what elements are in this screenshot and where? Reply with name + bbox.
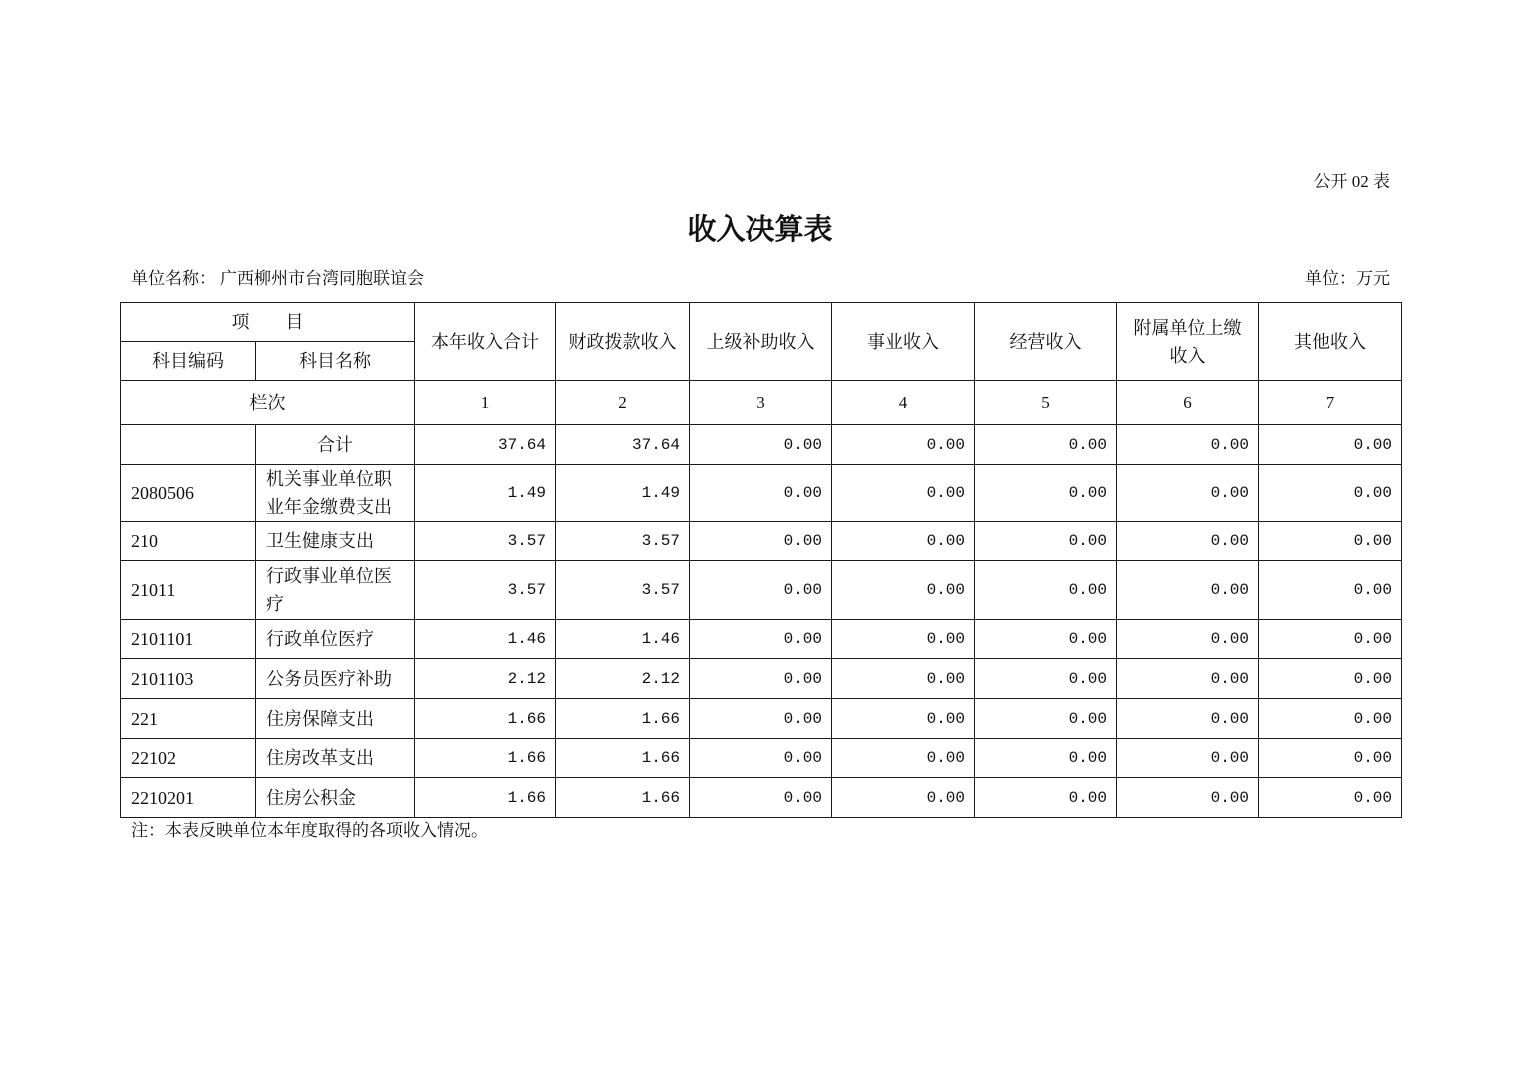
affiliated-unit-remittance-income-cell: 0.00 bbox=[1117, 739, 1259, 778]
business-income-cell: 0.00 bbox=[832, 739, 975, 778]
fiscal-appropriation-income-cell: 2.12 bbox=[556, 659, 690, 699]
business-income-cell: 0.00 bbox=[832, 778, 975, 818]
total-income-cell: 1.66 bbox=[415, 778, 556, 818]
business-income-cell: 0.00 bbox=[832, 659, 975, 699]
operating-income-cell: 0.00 bbox=[975, 620, 1117, 659]
total-income-cell: 3.57 bbox=[415, 522, 556, 561]
total-total-income-cell: 37.64 bbox=[415, 425, 556, 465]
other-income-cell: 0.00 bbox=[1259, 620, 1402, 659]
business-income-cell: 0.00 bbox=[832, 522, 975, 561]
column-index-label: 栏次 bbox=[121, 381, 415, 425]
column-index-4: 4 bbox=[832, 381, 975, 425]
table-row bbox=[121, 522, 1402, 561]
unit-name-label: 单位名称： bbox=[131, 269, 216, 288]
subject-code: 21011 bbox=[121, 561, 256, 620]
affiliated-unit-remittance-income-cell: 0.00 bbox=[1117, 561, 1259, 620]
total-operating-income-cell: 0.00 bbox=[975, 425, 1117, 465]
affiliated-unit-remittance-income-cell: 0.00 bbox=[1117, 522, 1259, 561]
header-other-income: 其他收入 bbox=[1259, 303, 1402, 381]
operating-income-cell: 0.00 bbox=[975, 699, 1117, 739]
fiscal-appropriation-income-cell: 1.66 bbox=[556, 739, 690, 778]
unit-name-value: 广西柳州市台湾同胞联谊会 bbox=[220, 269, 424, 288]
superior-subsidy-income-cell: 0.00 bbox=[690, 739, 832, 778]
header-subject-code: 科目编码 bbox=[121, 342, 256, 381]
subject-name: 住房改革支出 bbox=[256, 739, 415, 778]
total-business-income-cell: 0.00 bbox=[832, 425, 975, 465]
total-row bbox=[121, 425, 1402, 465]
table-row bbox=[121, 659, 1402, 699]
affiliated-unit-remittance-income-cell: 0.00 bbox=[1117, 465, 1259, 522]
fiscal-appropriation-income-cell: 1.66 bbox=[556, 699, 690, 739]
superior-subsidy-income-cell: 0.00 bbox=[690, 778, 832, 818]
business-income-cell: 0.00 bbox=[832, 699, 975, 739]
subject-code: 2210201 bbox=[121, 778, 256, 818]
total-fiscal-appropriation-income-cell: 37.64 bbox=[556, 425, 690, 465]
column-index-row bbox=[121, 381, 1402, 425]
fiscal-appropriation-income-cell: 1.49 bbox=[556, 465, 690, 522]
header-business-income: 事业收入 bbox=[832, 303, 975, 381]
table-row bbox=[121, 778, 1402, 818]
superior-subsidy-income-cell: 0.00 bbox=[690, 659, 832, 699]
fiscal-appropriation-income-cell: 3.57 bbox=[556, 561, 690, 620]
subject-name: 卫生健康支出 bbox=[256, 522, 415, 561]
operating-income-cell: 0.00 bbox=[975, 561, 1117, 620]
total-superior-subsidy-income-cell: 0.00 bbox=[690, 425, 832, 465]
operating-income-cell: 0.00 bbox=[975, 465, 1117, 522]
superior-subsidy-income-cell: 0.00 bbox=[690, 522, 832, 561]
subject-code: 2101101 bbox=[121, 620, 256, 659]
header-subject-name: 科目名称 bbox=[256, 342, 415, 381]
table-row bbox=[121, 561, 1402, 620]
form-code: 公开 02 表 bbox=[1313, 172, 1390, 191]
fiscal-appropriation-income-cell: 1.46 bbox=[556, 620, 690, 659]
subject-code: 2080506 bbox=[121, 465, 256, 522]
other-income-cell: 0.00 bbox=[1259, 465, 1402, 522]
operating-income-cell: 0.00 bbox=[975, 778, 1117, 818]
total-income-cell: 1.49 bbox=[415, 465, 556, 522]
affiliated-unit-remittance-income-cell: 0.00 bbox=[1117, 659, 1259, 699]
subject-code: 22102 bbox=[121, 739, 256, 778]
subject-code: 2101103 bbox=[121, 659, 256, 699]
currency-unit: 单位：万元 bbox=[1305, 269, 1390, 288]
total-income-cell: 3.57 bbox=[415, 561, 556, 620]
table-note: 注：本表反映单位本年度取得的各项收入情况。 bbox=[131, 821, 488, 840]
subject-name: 机关事业单位职业年金缴费支出 bbox=[256, 465, 415, 522]
operating-income-cell: 0.00 bbox=[975, 659, 1117, 699]
superior-subsidy-income-cell: 0.00 bbox=[690, 620, 832, 659]
other-income-cell: 0.00 bbox=[1259, 739, 1402, 778]
subject-code: 221 bbox=[121, 699, 256, 739]
total-income-cell: 1.66 bbox=[415, 699, 556, 739]
affiliated-unit-remittance-income-cell: 0.00 bbox=[1117, 778, 1259, 818]
subject-code: 210 bbox=[121, 522, 256, 561]
fiscal-appropriation-income-cell: 3.57 bbox=[556, 522, 690, 561]
income-table bbox=[120, 302, 1402, 818]
operating-income-cell: 0.00 bbox=[975, 739, 1117, 778]
column-index-5: 5 bbox=[975, 381, 1117, 425]
table-row bbox=[121, 620, 1402, 659]
header-affiliated-unit-remittance-label: 附属单位上缴收入 bbox=[1133, 317, 1242, 366]
column-index-3: 3 bbox=[690, 381, 832, 425]
subject-name: 住房保障支出 bbox=[256, 699, 415, 739]
other-income-cell: 0.00 bbox=[1259, 659, 1402, 699]
header-affiliated-unit-remittance-income bbox=[1117, 303, 1259, 381]
total-label: 合计 bbox=[256, 425, 415, 465]
subject-name: 住房公积金 bbox=[256, 778, 415, 818]
table-row bbox=[121, 699, 1402, 739]
column-index-1: 1 bbox=[415, 381, 556, 425]
total-income-cell: 1.46 bbox=[415, 620, 556, 659]
total-code-cell bbox=[121, 425, 256, 465]
header-total-income: 本年收入合计 bbox=[415, 303, 556, 381]
header-item: 项 目 bbox=[121, 303, 415, 342]
business-income-cell: 0.00 bbox=[832, 620, 975, 659]
header-operating-income: 经营收入 bbox=[975, 303, 1117, 381]
fiscal-appropriation-income-cell: 1.66 bbox=[556, 778, 690, 818]
header-row-1 bbox=[121, 303, 1402, 342]
table-row bbox=[121, 739, 1402, 778]
superior-subsidy-income-cell: 0.00 bbox=[690, 465, 832, 522]
table-row bbox=[121, 465, 1402, 522]
other-income-cell: 0.00 bbox=[1259, 561, 1402, 620]
other-income-cell: 0.00 bbox=[1259, 778, 1402, 818]
other-income-cell: 0.00 bbox=[1259, 699, 1402, 739]
total-other-income-cell: 0.00 bbox=[1259, 425, 1402, 465]
unit-name-line bbox=[131, 267, 424, 291]
header-superior-subsidy-income: 上级补助收入 bbox=[690, 303, 832, 381]
affiliated-unit-remittance-income-cell: 0.00 bbox=[1117, 620, 1259, 659]
affiliated-unit-remittance-income-cell: 0.00 bbox=[1117, 699, 1259, 739]
subject-name: 行政事业单位医疗 bbox=[256, 561, 415, 620]
operating-income-cell: 0.00 bbox=[975, 522, 1117, 561]
column-index-2: 2 bbox=[556, 381, 690, 425]
subject-name: 公务员医疗补助 bbox=[256, 659, 415, 699]
page-title: 收入决算表 bbox=[687, 214, 833, 246]
superior-subsidy-income-cell: 0.00 bbox=[690, 561, 832, 620]
header-fiscal-appropriation-income: 财政拨款收入 bbox=[556, 303, 690, 381]
other-income-cell: 0.00 bbox=[1259, 522, 1402, 561]
superior-subsidy-income-cell: 0.00 bbox=[690, 699, 832, 739]
business-income-cell: 0.00 bbox=[832, 561, 975, 620]
column-index-7: 7 bbox=[1259, 381, 1402, 425]
business-income-cell: 0.00 bbox=[832, 465, 975, 522]
column-index-6: 6 bbox=[1117, 381, 1259, 425]
total-income-cell: 2.12 bbox=[415, 659, 556, 699]
total-affiliated-unit-remittance-income-cell: 0.00 bbox=[1117, 425, 1259, 465]
subject-name: 行政单位医疗 bbox=[256, 620, 415, 659]
total-income-cell: 1.66 bbox=[415, 739, 556, 778]
